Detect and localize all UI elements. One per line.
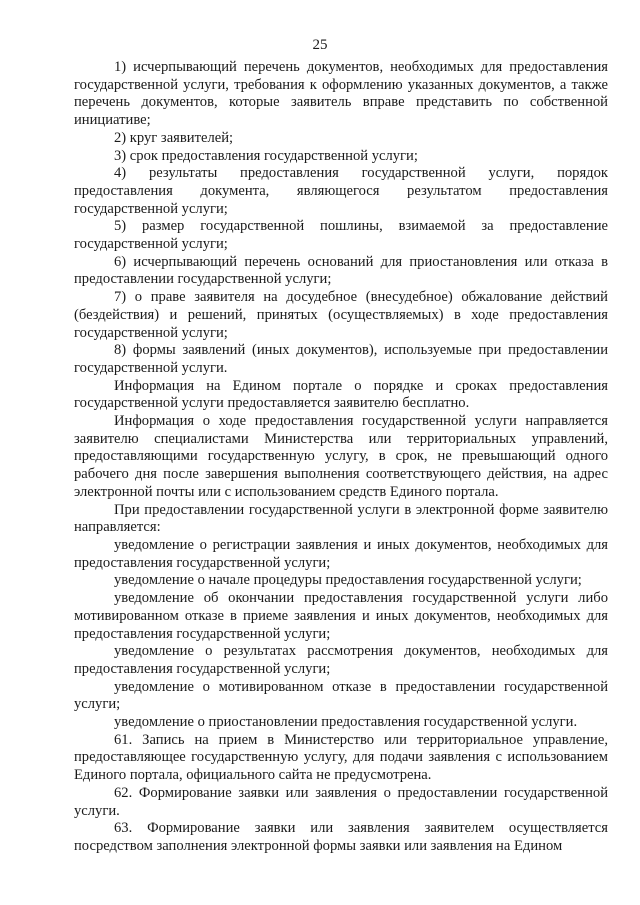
paragraph: 63. Формирование заявки или заявления заявителем осуществляется посредством заполнения электронной формы заявки или заявления на Едином <box>74 820 608 854</box>
paragraph: 8) формы заявлений (иных документов), используемые при предоставлении государственной услуги. <box>74 342 608 376</box>
paragraph: 61. Запись на прием в Министерство или территориальное управление, предоставляющее государственную услугу, для подачи заявления с использованием Единого портала, официального сайта не предусмотрена. <box>74 731 608 784</box>
paragraph: Информация на Едином портале о порядке и сроках предоставления государственной услуги предоставляется заявителю бесплатно. <box>74 377 608 412</box>
paragraph: 6) исчерпывающий перечень оснований для приостановления или отказа в предоставлении государственной услуги; <box>74 253 608 288</box>
paragraph: При предоставлении государственной услуги в электронной форме заявителю направляется: <box>74 501 608 536</box>
paragraph: уведомление о результатах рассмотрения документов, необходимых для предоставления государственной услуги; <box>74 643 608 677</box>
paragraph: 7) о праве заявителя на досудебное (внесудебное) обжалование действий (бездействия) и решений, принятых (осуществляемых) в ходе предоставления государственной услуги; <box>74 289 608 341</box>
paragraph: Информация о ходе предоставления государственной услуги направляется заявителю специалистами Министерства или территориальных управлений, предоставляющими государственную услугу, в срок, не превышающий одного рабочего дня после завершения выполнения соответствующего действия, на адрес электронной почты или с использованием средств Единого портала. <box>74 413 608 500</box>
paragraph: уведомление о регистрации заявления и иных документов, необходимых для предоставления государственной услуги; <box>74 536 608 571</box>
paragraph: 3) срок предоставления государственной услуги; <box>114 147 418 164</box>
paragraph: 1) исчерпывающий перечень документов, необходимых для предоставления государственной услуги, требования к оформлению указанных документов, а также перечень документов, которые заявитель вправе представить по собственной инициативе; <box>74 59 608 129</box>
paragraph: 62. Формирование заявки или заявления о предоставлении государственной услуги. <box>74 784 608 819</box>
paragraph: 4) результаты предоставления государственной услуги, порядок предоставления документа, являющегося результатом предоставления государственной услуги; <box>74 165 608 217</box>
paragraph: уведомление о начале процедуры предоставления государственной услуги; <box>114 572 582 589</box>
paragraph: уведомление об окончании предоставления государственной услуги либо мотивированном отказе в приеме заявления и иных документов, необходимых для предоставления государственной услуги; <box>74 590 608 642</box>
document-body <box>74 59 608 856</box>
paragraph: 2) круг заявителей; <box>114 129 234 146</box>
page-number: 25 <box>312 37 328 53</box>
paragraph: уведомление о мотивированном отказе в предоставлении государственной услуги; <box>74 678 608 713</box>
paragraph: уведомление о приостановлении предоставления государственной услуги. <box>114 714 578 731</box>
paragraph: 5) размер государственной пошлины, взимаемой за предоставление государственной услуги; <box>74 218 608 253</box>
